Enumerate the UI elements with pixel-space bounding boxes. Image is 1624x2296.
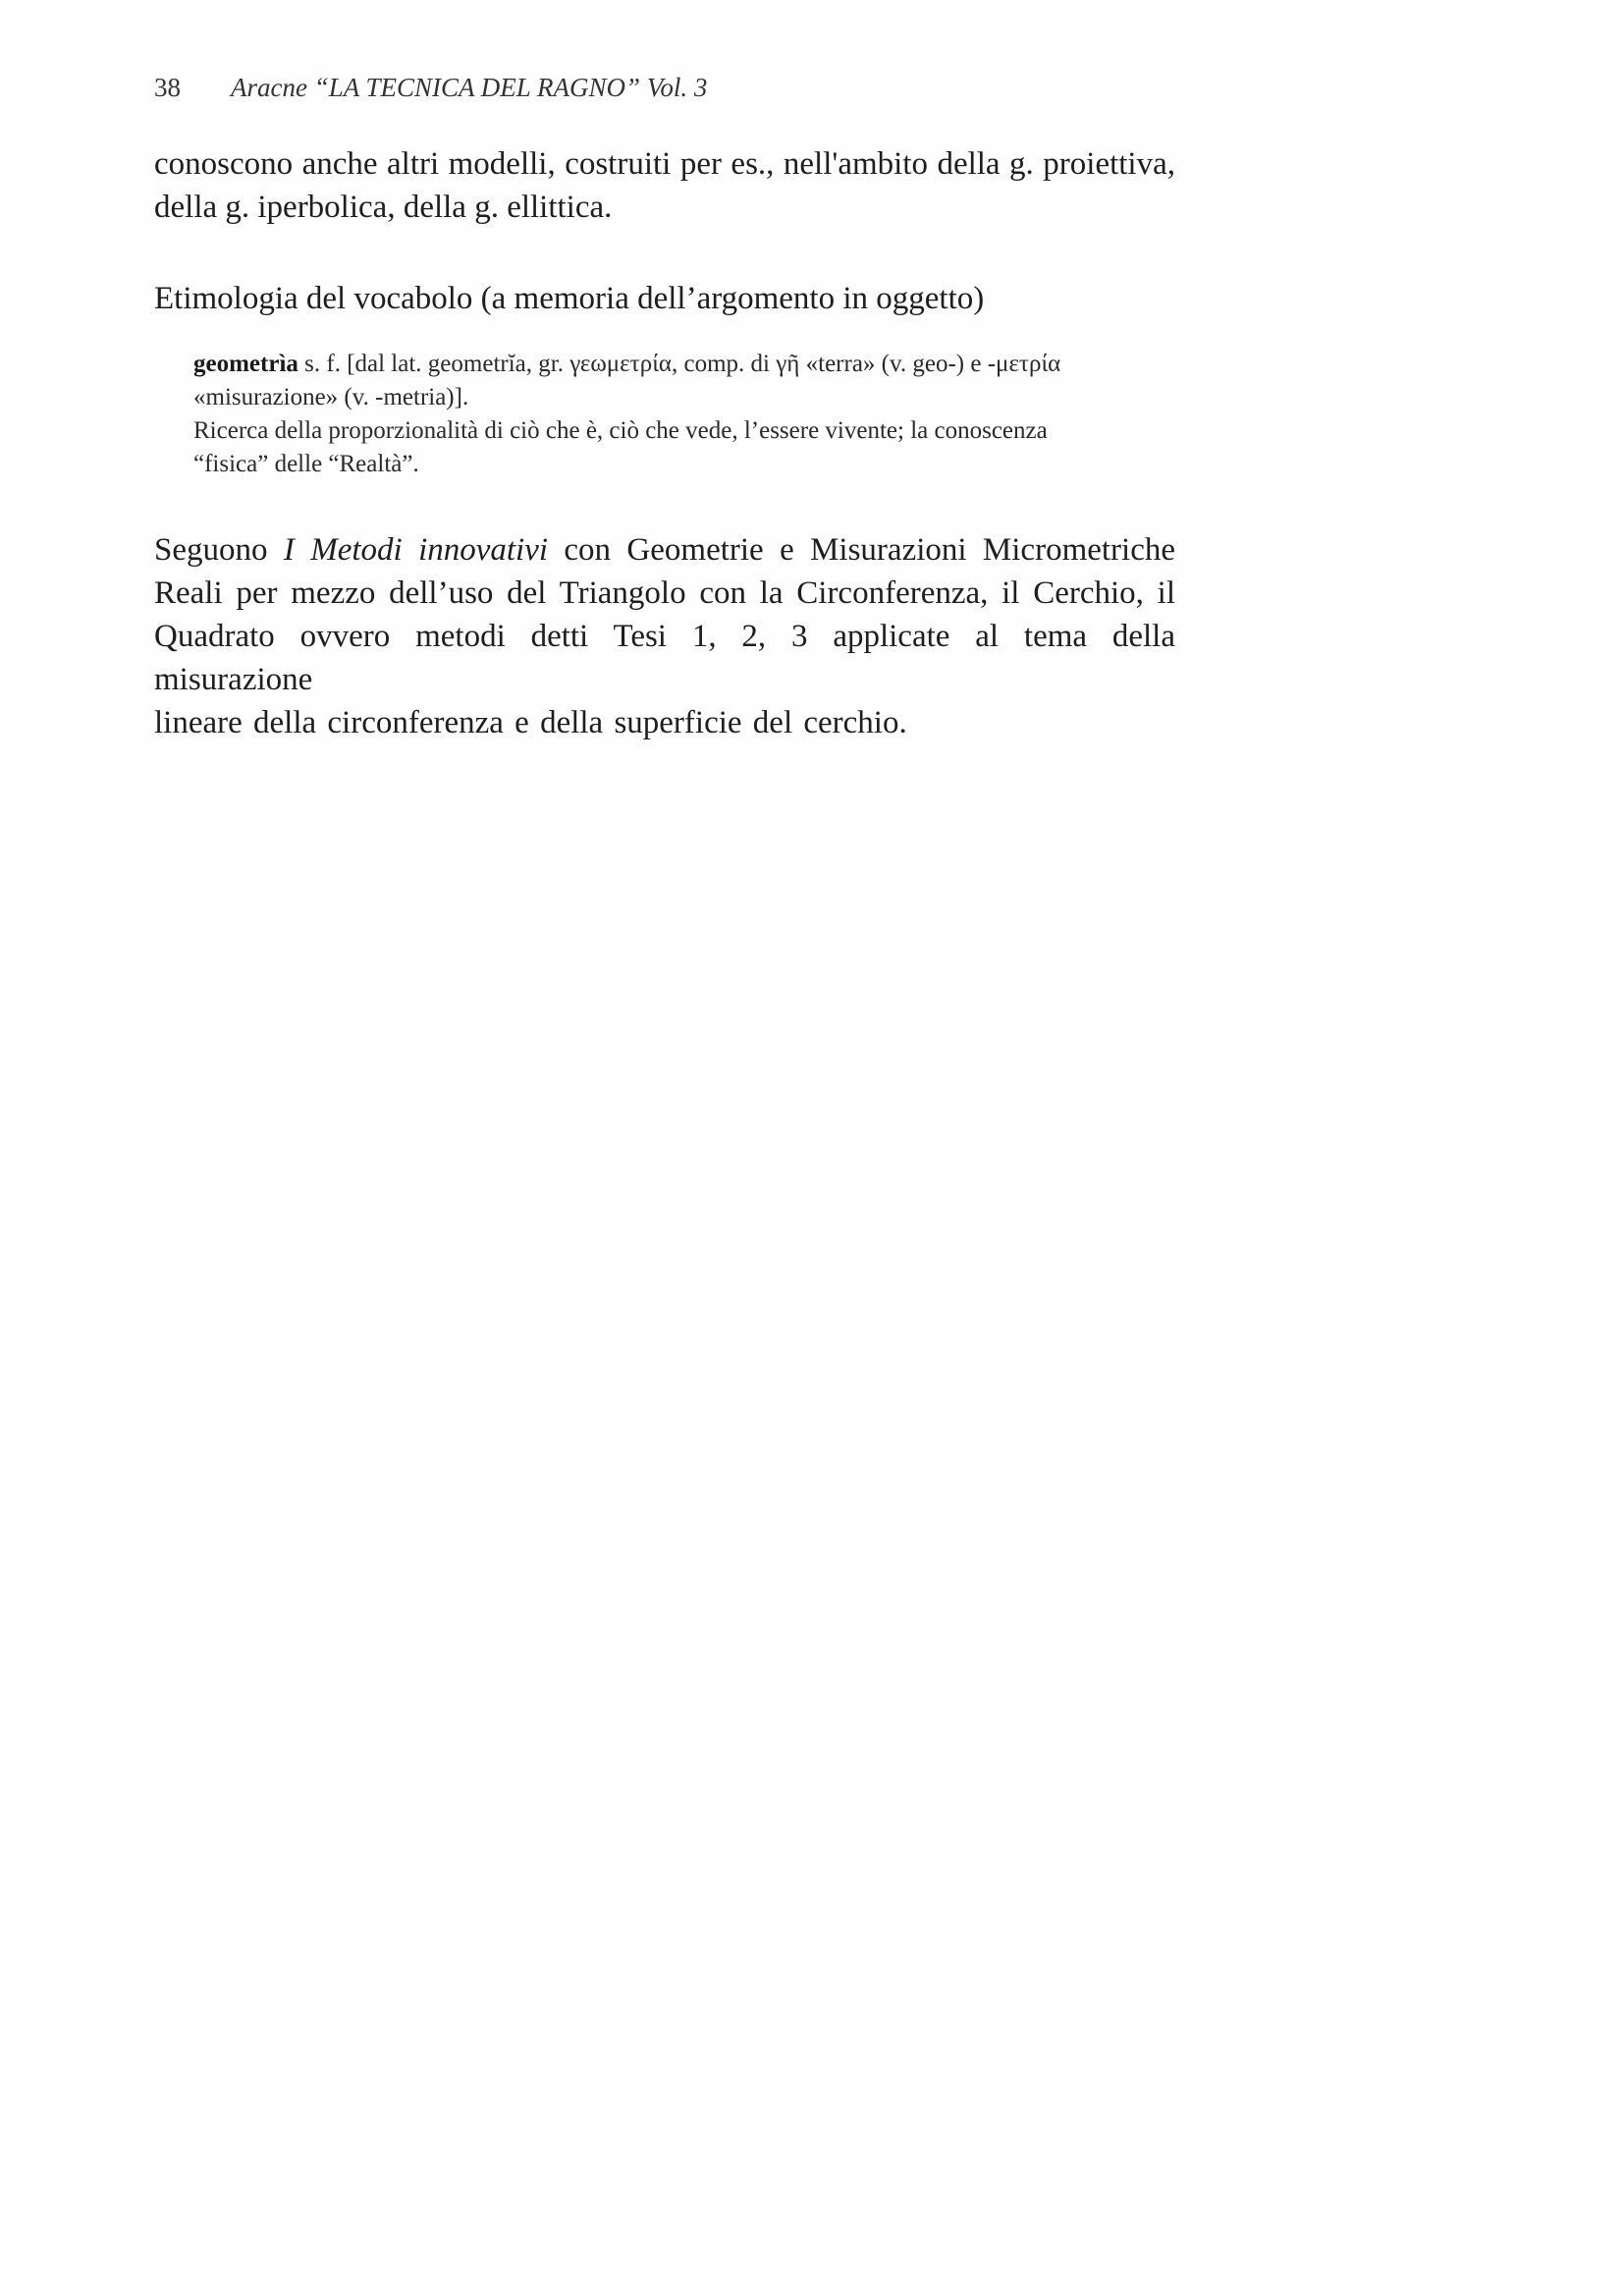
running-header xyxy=(154,71,707,104)
entry-definition-line: «misurazione» (v. -metria)]. xyxy=(193,384,469,410)
paragraph-line: conoscono anche altri modelli, costruiti per es., nell'ambito della g. proiettiva, xyxy=(154,146,1175,182)
paragraph-line: Quadrato ovvero metodi detti Tesi 1, 2, 3 applicate al tema della misurazione xyxy=(154,619,1175,697)
paragraph-continuation xyxy=(154,142,1175,229)
entry-meaning-line: “fisica” delle “Realtà”. xyxy=(193,451,419,477)
paragraph-italic-title: I Metodi innovativi xyxy=(283,532,549,568)
entry-definition-text: s. f. [dal lat. geometrĭa, gr. γεωμετρία, comp. di γῆ «terra» (v. geo-) e -μετρία xyxy=(298,351,1061,377)
paragraph-line: lineare della circonferenza e della superficie del cerchio. xyxy=(154,705,907,740)
etymology-heading: Etimologia del vocabolo (a memoria dell’argomento in oggetto) xyxy=(154,281,985,316)
entry-headword: geometrìa xyxy=(193,351,298,377)
paragraph-line: della g. iperbolica, della g. ellittica. xyxy=(154,190,613,225)
paragraph-lead: Seguono xyxy=(154,532,284,568)
paragraph-line xyxy=(154,528,1175,572)
paragraph-line-rest: con Geometrie e Misurazioni Micrometriche xyxy=(548,532,1175,568)
paragraph-methods xyxy=(154,528,1175,744)
dictionary-entry xyxy=(193,348,1175,481)
entry-meaning-line: Ricerca della proporzionalità di ciò che è, ciò che vede, l’essere vivente; la conoscenza xyxy=(193,417,1048,444)
entry-definition xyxy=(193,348,1175,381)
page-number: 38 xyxy=(154,73,181,102)
running-title: Aracne “LA TECNICA DEL RAGNO” Vol. 3 xyxy=(231,73,708,102)
paragraph-line: Reali per mezzo dell’uso del Triangolo con la Circonferenza, il Cerchio, il xyxy=(154,575,1175,611)
